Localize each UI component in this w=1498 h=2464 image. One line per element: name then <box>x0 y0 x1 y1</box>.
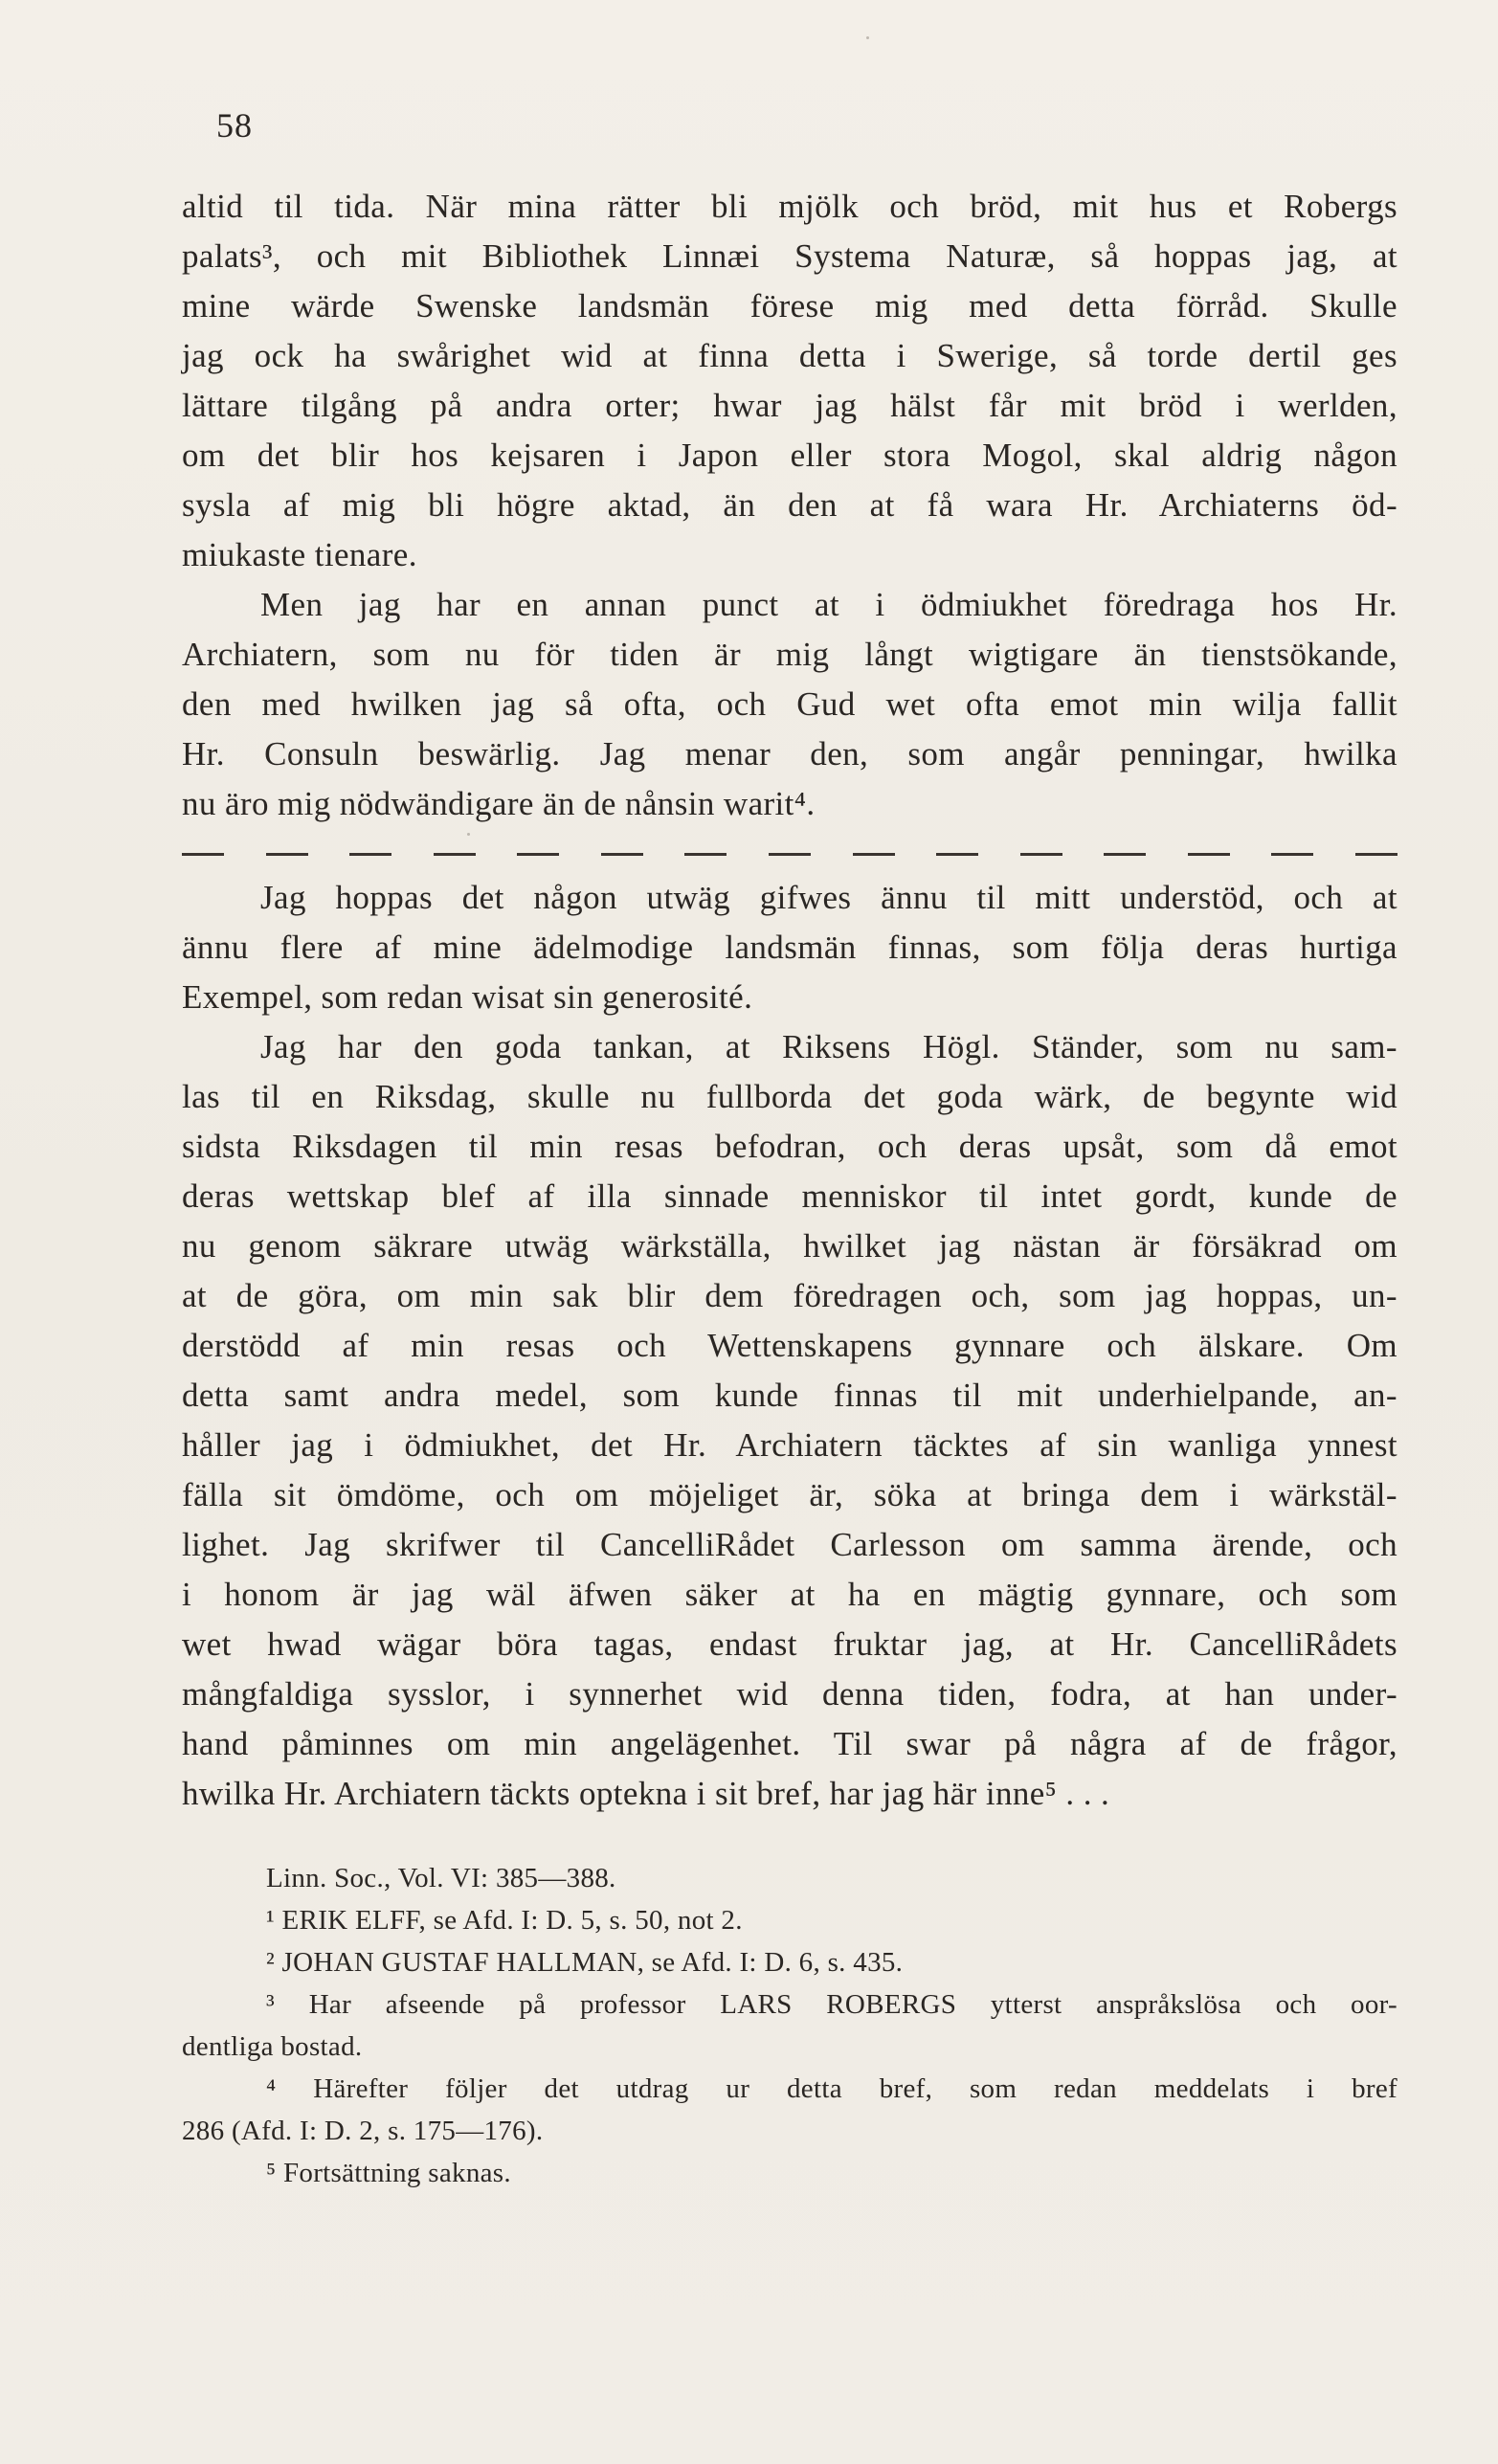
body-line: derstödd af min resas och Wettenskapens gynnare och älskare. Om <box>182 1327 1397 1364</box>
footnote-line: ² JOHAN GUSTAF HALLMAN, se Afd. I: D. 6, s. 435. <box>266 1947 904 1978</box>
body-line: las til en Riksdag, skulle nu fullborda det goda wärk, de begynte wid <box>182 1078 1397 1115</box>
dash-mark <box>769 853 811 856</box>
dash-mark <box>601 853 643 856</box>
dash-mark <box>1355 853 1397 856</box>
body-line: håller jag i ödmiukhet, det Hr. Archiatern täcktes af sin wanliga ynnest <box>182 1426 1397 1464</box>
dash-mark <box>517 853 559 856</box>
dash-mark <box>684 853 727 856</box>
body-line: miukaste tienare. <box>182 536 417 573</box>
body-line: wet hwad wägar böra tagas, endast fruktar jag, at Hr. CancelliRådets <box>182 1625 1397 1663</box>
body-line: Jag har den goda tankan, at Riksens Högl. Ständer, som nu sam- <box>260 1028 1397 1065</box>
scan-speck <box>866 36 869 39</box>
dash-mark <box>266 853 308 856</box>
body-line: Men jag har en annan punct at i ödmiukhet föredraga hos Hr. <box>260 586 1397 623</box>
body-line: hand påminnes om min angelägenhet. Til swar på några af de frågor, <box>182 1725 1397 1762</box>
footnote-line: 286 (Afd. I: D. 2, s. 175—176). <box>182 2116 544 2146</box>
footnote-line: ⁵ Fortsättning saknas. <box>266 2158 511 2188</box>
footnote-line: dentliga bostad. <box>182 2031 363 2062</box>
body-line: Archiatern, som nu för tiden är mig långt wigtigare än tienstsökande, <box>182 636 1397 673</box>
body-line: hwilka Hr. Archiatern täckts optekna i sit bref, har jag här inne⁵ . . . <box>182 1775 1110 1812</box>
dash-mark <box>936 853 978 856</box>
body-line: Jag hoppas det någon utwäg gifwes ännu til mitt understöd, och at <box>260 879 1397 916</box>
body-line: sidsta Riksdagen til min resas befodran, och deras upsåt, som då emot <box>182 1128 1397 1165</box>
body-line: palats³, och mit Bibliothek Linnæi Systema Naturæ, så hoppas jag, at <box>182 237 1397 275</box>
body-line: detta samt andra medel, som kunde finnas til mit underhielpande, an- <box>182 1377 1397 1414</box>
body-line: deras wettskap blef af illa sinnade menniskor til intet gordt, kunde de <box>182 1177 1397 1215</box>
dash-mark <box>1271 853 1313 856</box>
omission-dash-rule <box>182 850 1397 858</box>
footnote-line: ¹ ERIK ELFF, se Afd. I: D. 5, s. 50, not 2. <box>266 1905 743 1936</box>
body-line: fälla sit ömdöme, och om möjeliget är, söka at bringa dem i wärkstäl- <box>182 1476 1397 1513</box>
dash-mark <box>434 853 476 856</box>
footnote-line: ⁴ Härefter följer det utdrag ur detta bref, som redan meddelats i bref <box>266 2073 1397 2104</box>
body-line: lättare tilgång på andra orter; hwar jag hälst får mit bröd i werlden, <box>182 387 1397 424</box>
page-number: 58 <box>216 106 253 145</box>
body-line: ännu flere af mine ädelmodige landsmän finnas, som följa deras hurtiga <box>182 929 1397 966</box>
dash-mark <box>349 853 391 856</box>
body-line: mångfaldiga sysslor, i synnerhet wid denna tiden, fodra, at han under- <box>182 1675 1397 1713</box>
body-line: nu äro mig nödwändigare än de nånsin warit⁴. <box>182 785 816 822</box>
body-line: i honom är jag wäl äfwen säker at ha en mägtig gynnare, och som <box>182 1576 1397 1613</box>
dash-mark <box>1020 853 1062 856</box>
body-line: at de göra, om min sak blir dem föredragen och, som jag hoppas, un- <box>182 1277 1397 1314</box>
body-line: mine wärde Swenske landsmän förese mig med detta förråd. Skulle <box>182 287 1397 325</box>
dash-mark <box>182 853 224 856</box>
dash-mark <box>853 853 895 856</box>
scan-speck <box>467 833 470 836</box>
body-line: den med hwilken jag så ofta, och Gud wet ofta emot min wilja fallit <box>182 685 1397 723</box>
source-reference: Linn. Soc., Vol. VI: 385—388. <box>266 1863 616 1893</box>
body-line: Exempel, som redan wisat sin generosité. <box>182 978 753 1016</box>
body-line: lighet. Jag skrifwer til CancelliRådet Carlesson om samma ärende, och <box>182 1526 1397 1563</box>
body-line: om det blir hos kejsaren i Japon eller stora Mogol, skal aldrig någon <box>182 437 1397 474</box>
body-line: nu genom säkrare utwäg wärkställa, hwilket jag nästan är försäkrad om <box>182 1227 1397 1265</box>
body-line: Hr. Consuln beswärlig. Jag menar den, som angår penningar, hwilka <box>182 735 1397 773</box>
body-line: jag ock ha swårighet wid at finna detta i Swerige, så torde dertil ges <box>182 337 1397 374</box>
footnote-line: ³ Har afseende på professor LARS ROBERGS ytterst anspråkslösa och oor- <box>266 1989 1397 2020</box>
dash-mark <box>1188 853 1230 856</box>
body-line: altid til tida. När mina rätter bli mjölk och bröd, mit hus et Robergs <box>182 188 1397 225</box>
body-line: sysla af mig bli högre aktad, än den at få wara Hr. Archiaterns öd- <box>182 486 1397 524</box>
dash-mark <box>1104 853 1146 856</box>
